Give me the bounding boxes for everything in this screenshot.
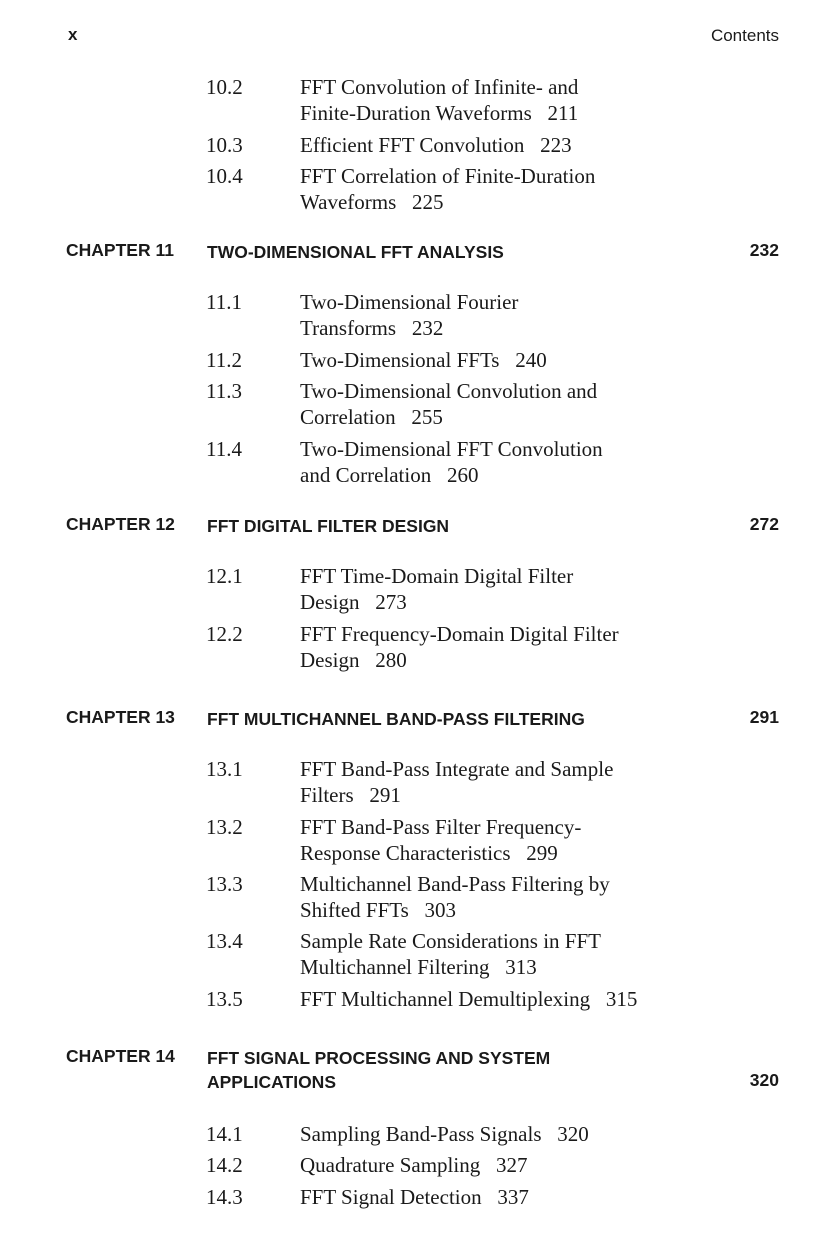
chapter-title [207, 514, 677, 538]
chapter-title-line: FFT DIGITAL FILTER DESIGN [207, 516, 450, 536]
section-title [300, 1121, 690, 1147]
chapter-page-number: 291 [749, 707, 779, 727]
section-title-line: Shifted FFTs 303 [300, 898, 457, 922]
section-title-line: FFT Frequency-Domain Digital Filter [300, 622, 619, 646]
section-number: 11.4 [206, 437, 242, 461]
chapter-title-line: APPLICATIONS [207, 1072, 336, 1092]
section-title-line: Filters 291 [300, 783, 401, 807]
page-number: x [68, 25, 78, 44]
section-number: 14.3 [206, 1185, 243, 1209]
section-title-line: Correlation 255 [300, 405, 443, 429]
chapter-page-number: 272 [749, 514, 779, 534]
section-title-line: Multichannel Filtering 313 [300, 955, 537, 979]
section-title-line: FFT Signal Detection 337 [300, 1185, 529, 1209]
section-title [300, 1184, 690, 1210]
chapter-label: CHAPTER 11 [66, 240, 174, 260]
section-number: 11.3 [206, 379, 242, 403]
chapter-page-number: 232 [749, 240, 779, 260]
section-number: 11.2 [206, 348, 242, 372]
chapter-title-line: TWO-DIMENSIONAL FFT ANALYSIS [207, 242, 504, 262]
section-title-line: Response Characteristics 299 [300, 841, 558, 865]
section-title-line: FFT Time-Domain Digital Filter [300, 564, 574, 588]
chapter-title-line: FFT SIGNAL PROCESSING AND SYSTEM [207, 1048, 551, 1068]
section-number: 10.4 [206, 164, 243, 188]
section-title-line: Quadrature Sampling 327 [300, 1153, 528, 1177]
section-title [300, 289, 690, 341]
section-title-line: FFT Correlation of Finite-Duration [300, 164, 596, 188]
section-number: 14.1 [206, 1122, 243, 1146]
section-title-line: Waveforms 225 [300, 190, 444, 214]
section-title [300, 163, 690, 215]
section-title-line: FFT Multichannel Demultiplexing 315 [300, 987, 638, 1011]
chapter-title [207, 1046, 677, 1094]
section-number: 13.3 [206, 872, 243, 896]
section-number: 13.5 [206, 987, 243, 1011]
section-title [300, 871, 690, 923]
section-number: 10.3 [206, 133, 243, 157]
section-title [300, 1152, 690, 1178]
chapter-label: CHAPTER 12 [66, 514, 175, 534]
section-title [300, 436, 690, 488]
section-number: 10.2 [206, 75, 243, 99]
section-title-line: Efficient FFT Convolution 223 [300, 133, 572, 157]
section-title [300, 378, 690, 430]
chapter-page-number: 320 [749, 1070, 779, 1090]
section-title-line: and Correlation 260 [300, 463, 479, 487]
section-title-line: Finite-Duration Waveforms 211 [300, 101, 579, 125]
section-number: 12.2 [206, 622, 243, 646]
section-title [300, 563, 690, 615]
section-title [300, 74, 690, 126]
chapter-label: CHAPTER 14 [66, 1046, 175, 1066]
section-title-line: FFT Band-Pass Integrate and Sample [300, 757, 614, 781]
section-title-line: Two-Dimensional Fourier [300, 290, 519, 314]
chapter-title [207, 240, 677, 264]
section-title [300, 814, 690, 866]
section-number: 13.1 [206, 757, 243, 781]
section-title-line: Two-Dimensional FFTs 240 [300, 348, 547, 372]
section-title-line: Sample Rate Considerations in FFT [300, 929, 601, 953]
section-title [300, 621, 690, 673]
section-number: 12.1 [206, 564, 243, 588]
section-title-line: Multichannel Band-Pass Filtering by [300, 872, 610, 896]
section-number: 13.4 [206, 929, 243, 953]
section-number: 13.2 [206, 815, 243, 839]
section-title [300, 928, 690, 980]
section-title [300, 132, 690, 158]
section-title-line: Two-Dimensional Convolution and [300, 379, 598, 403]
section-title-line: Design 273 [300, 590, 407, 614]
section-title-line: FFT Convolution of Infinite- and [300, 75, 579, 99]
section-title [300, 756, 690, 808]
section-title-line: Transforms 232 [300, 316, 444, 340]
section-title-line: Sampling Band-Pass Signals 320 [300, 1122, 589, 1146]
section-number: 11.1 [206, 290, 242, 314]
chapter-label: CHAPTER 13 [66, 707, 175, 727]
section-title [300, 347, 690, 373]
chapter-title [207, 707, 677, 731]
chapter-title-line: FFT MULTICHANNEL BAND-PASS FILTERING [207, 709, 585, 729]
running-head: Contents [710, 26, 779, 45]
section-title-line: Design 280 [300, 648, 407, 672]
section-title [300, 986, 690, 1012]
section-number: 14.2 [206, 1153, 243, 1177]
section-title-line: FFT Band-Pass Filter Frequency- [300, 815, 582, 839]
section-title-line: Two-Dimensional FFT Convolution [300, 437, 603, 461]
